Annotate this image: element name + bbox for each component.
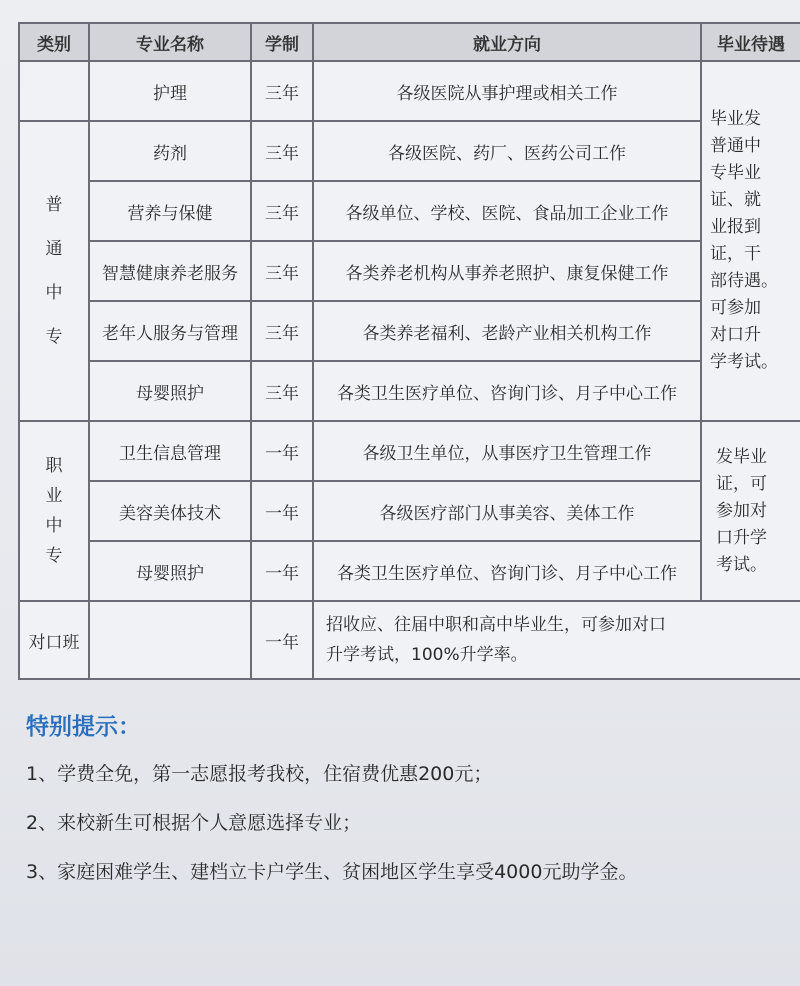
career-cell: 各类卫生医疗单位、咨询门诊、月子中心工作 bbox=[313, 541, 701, 601]
benefit-cell-general bbox=[701, 61, 800, 421]
category-counterpart: 对口班 bbox=[19, 601, 89, 679]
category-char: 中 bbox=[45, 516, 63, 536]
counterpart-description bbox=[313, 601, 800, 679]
career-cell: 各类养老机构从事养老照护、康复保健工作 bbox=[313, 241, 701, 301]
major-cell: 老年人服务与管理 bbox=[89, 301, 251, 361]
career-cell: 各级医疗部门从事美容、美体工作 bbox=[313, 481, 701, 541]
duration-cell: 三年 bbox=[251, 241, 313, 301]
benefit-line: 部待遇。 bbox=[710, 271, 778, 291]
career-cell: 各类养老福利、老龄产业相关机构工作 bbox=[313, 301, 701, 361]
major-cell: 美容美体技术 bbox=[89, 481, 251, 541]
major-cell: 卫生信息管理 bbox=[89, 421, 251, 481]
category-char: 普 bbox=[45, 195, 63, 215]
category-char: 职 bbox=[45, 456, 63, 476]
counterpart-line: 升学考试，100%升学率。 bbox=[326, 645, 528, 665]
table-row bbox=[19, 181, 800, 241]
category-general bbox=[19, 121, 89, 421]
table-row bbox=[19, 61, 800, 121]
category-empty-cell bbox=[19, 61, 89, 121]
major-cell: 母婴照护 bbox=[89, 361, 251, 421]
benefit-line: 发毕业 bbox=[716, 446, 767, 467]
note-item: 2、来校新生可根据个人意愿选择专业； bbox=[26, 812, 362, 834]
major-cell: 护理 bbox=[89, 61, 251, 121]
table-row bbox=[19, 481, 800, 541]
note-item: 3、家庭困难学生、建档立卡户学生、贫困地区学生享受4000元助学金。 bbox=[26, 861, 638, 883]
benefit-line: 可参加 bbox=[710, 298, 761, 318]
category-char: 专 bbox=[45, 327, 63, 347]
duration-cell: 三年 bbox=[251, 181, 313, 241]
table-row bbox=[19, 541, 800, 601]
duration-cell: 一年 bbox=[251, 481, 313, 541]
header-major: 专业名称 bbox=[89, 23, 251, 61]
benefit-line: 考试。 bbox=[716, 554, 767, 575]
duration-cell: 三年 bbox=[251, 121, 313, 181]
special-notes bbox=[26, 708, 796, 906]
program-table bbox=[18, 22, 800, 680]
header-category: 类别 bbox=[19, 23, 89, 61]
header-career: 就业方向 bbox=[313, 23, 701, 61]
benefit-line: 对口升 bbox=[710, 325, 761, 345]
benefit-line: 参加对 bbox=[716, 500, 767, 521]
duration-cell: 三年 bbox=[251, 361, 313, 421]
career-cell: 各级医院从事护理或相关工作 bbox=[313, 61, 701, 121]
category-char: 通 bbox=[45, 239, 63, 259]
category-vocational bbox=[19, 421, 89, 601]
duration-cell: 一年 bbox=[251, 541, 313, 601]
benefit-line: 证、就 bbox=[710, 190, 761, 210]
counterpart-line: 招收应、往届中职和高中毕业生，可参加对口 bbox=[326, 615, 666, 635]
benefit-line: 普通中 bbox=[710, 136, 761, 156]
major-cell: 药剂 bbox=[89, 121, 251, 181]
benefit-line: 专毕业 bbox=[710, 163, 761, 183]
benefit-line: 学考试。 bbox=[710, 352, 778, 372]
table-header-row bbox=[19, 23, 800, 61]
career-cell: 各级卫生单位，从事医疗卫生管理工作 bbox=[313, 421, 701, 481]
career-cell: 各级医院、药厂、医药公司工作 bbox=[313, 121, 701, 181]
duration-cell: 一年 bbox=[251, 421, 313, 481]
major-empty-cell bbox=[89, 601, 251, 679]
table-row-counterpart bbox=[19, 601, 800, 679]
duration-cell: 三年 bbox=[251, 61, 313, 121]
table-row bbox=[19, 121, 800, 181]
career-cell: 各级单位、学校、医院、食品加工企业工作 bbox=[313, 181, 701, 241]
benefit-line: 业报到 bbox=[710, 217, 761, 237]
table-row bbox=[19, 361, 800, 421]
header-benefit: 毕业待遇 bbox=[701, 23, 800, 61]
benefit-line: 证，干 bbox=[710, 244, 761, 264]
major-cell: 营养与保健 bbox=[89, 181, 251, 241]
category-char: 专 bbox=[45, 546, 63, 566]
major-cell: 智慧健康养老服务 bbox=[89, 241, 251, 301]
duration-cell: 一年 bbox=[251, 601, 313, 679]
benefit-line: 毕业发 bbox=[710, 109, 761, 129]
benefit-line: 口升学 bbox=[716, 527, 767, 548]
note-item: 1、学费全免，第一志愿报考我校，住宿费优惠200元； bbox=[26, 763, 493, 785]
table-row bbox=[19, 301, 800, 361]
benefit-cell-vocational bbox=[701, 421, 800, 601]
category-char: 业 bbox=[45, 486, 63, 506]
major-cell: 母婴照护 bbox=[89, 541, 251, 601]
header-duration: 学制 bbox=[251, 23, 313, 61]
duration-cell: 三年 bbox=[251, 301, 313, 361]
category-char: 中 bbox=[45, 283, 63, 303]
notes-title: 特别提示： bbox=[26, 714, 141, 740]
benefit-line: 证，可 bbox=[716, 473, 767, 494]
table-row bbox=[19, 421, 800, 481]
table-row bbox=[19, 241, 800, 301]
career-cell: 各类卫生医疗单位、咨询门诊、月子中心工作 bbox=[313, 361, 701, 421]
